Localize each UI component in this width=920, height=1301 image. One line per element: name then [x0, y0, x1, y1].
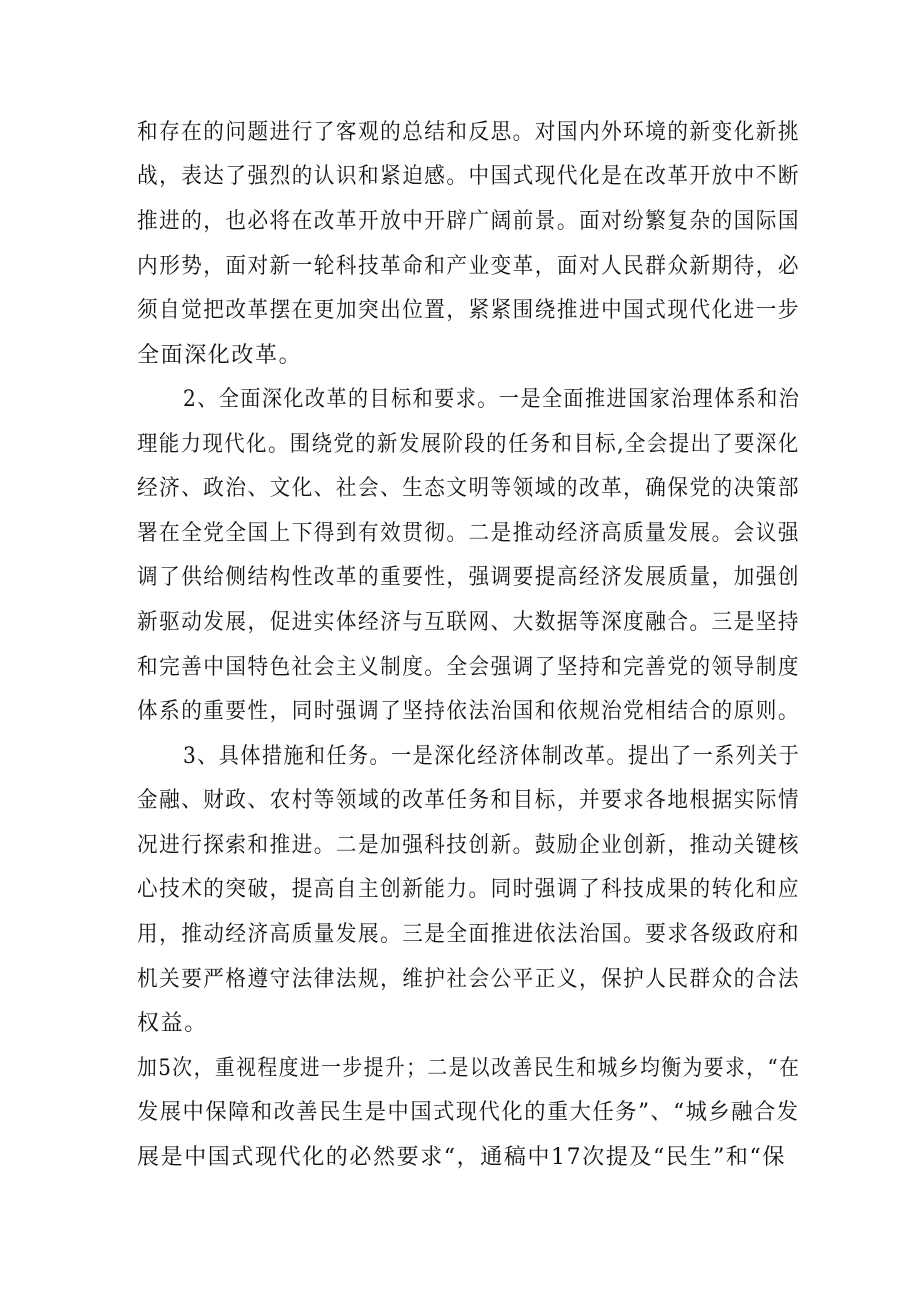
text-line: 和完善中国特色社会主义制度。全会强调了坚持和完善党的领导制度 — [137, 655, 800, 680]
text-line: 署在全党全国上下得到有效贯彻。二是推动经济高质量发展。会议强 — [137, 521, 800, 546]
text-line: 理能力现代化。围绕党的新发展阶段的任务和目标,全会提出了要深化 — [137, 432, 800, 457]
paragraph-3-first-line: 3、具体措施和任务。一是深化经济体制改革。提出了一系列关于 — [183, 744, 801, 769]
text-line: 须自觉把改革摆在更加突出位置，紧紧围绕推进中国式现代化进一步 — [137, 298, 800, 323]
text-line: 内形势，面对新一轮科技革命和产业变革，面对人民群众新期待，必 — [137, 254, 800, 279]
text-line: 战，表达了强烈的认识和紧迫感。中国式现代化是在改革开放中不断 — [137, 164, 800, 189]
text-line: 加5次，重视程度进一步提升；二是以改善民生和城乡均衡为要求，“在 — [137, 1056, 801, 1081]
text-line: 体系的重要性，同时强调了坚持依法治国和依规治党相结合的原则。 — [137, 699, 800, 724]
text-line: 全面深化改革。 — [137, 343, 303, 368]
text-line: 经济、政治、文化、社会、生态文明等领域的改革，确保党的决策部 — [137, 476, 800, 501]
text-line: 推进的，也必将在改革开放中开辟广阔前景。面对纷繁复杂的国际国 — [137, 209, 800, 234]
text-line: 新驱动发展，促进实体经济与互联网、大数据等深度融合。三是坚持 — [137, 610, 800, 635]
text-line: 和存在的问题进行了客观的总结和反思。对国内外环境的新变化新挑 — [137, 120, 800, 145]
text-line: 况进行探索和推进。二是加强科技创新。鼓励企业创新，推动关键核 — [137, 833, 800, 858]
text-line: 心技术的突破，提高自主创新能力。同时强调了科技成果的转化和应 — [137, 877, 800, 902]
text-line: 发展中保障和改善民生是中国式现代化的重大任务”、“城乡融合发 — [137, 1100, 800, 1125]
text-line: 调了供给侧结构性改革的重要性，强调要提高经济发展质量，加强创 — [137, 565, 800, 590]
text-line: 展是中国式现代化的必然要求“，通稿中17次提及“民生”和“保 — [137, 1145, 786, 1170]
text-line: 机关要严格遵守法律法规，维护社会公平正义，保护人民群众的合法 — [137, 967, 800, 992]
text-line: 权益。 — [137, 1011, 208, 1036]
text-line: 金融、财政、农村等领域的改革任务和目标，并要求各地根据实际情 — [137, 788, 800, 813]
paragraph-2-first-line: 2、全面深化改革的目标和要求。一是全面推进国家治理体系和治 — [183, 387, 801, 412]
text-line: 用，推动经济高质量发展。三是全面推进依法治国。要求各级政府和 — [137, 922, 800, 947]
